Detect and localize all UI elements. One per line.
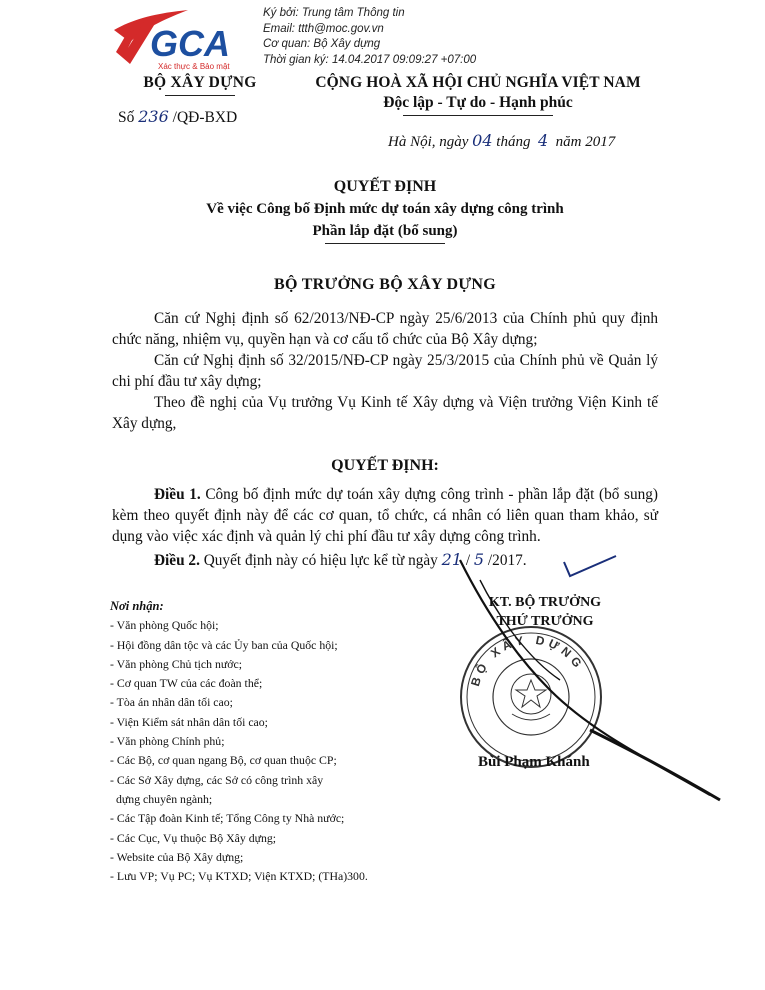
recipient-item: - Văn phòng Chủ tịch nước; [110,656,243,671]
nation-name: CỘNG HOÀ XÃ HỘI CHỦ NGHĨA VIỆT NAM [315,74,641,91]
issuing-agency-block [110,74,290,96]
recipient-item: - Các Bộ, cơ quan ngang Bộ, cơ quan thuộc CP; [110,753,337,768]
decision-heading: QUYẾT ĐỊNH: [331,457,439,474]
recipient-item: - Các Sở Xây dựng, các Sở có công trình xây [110,772,324,787]
subject-line-1: Về việc Công bố Định mức dự toán xây dựng công trình [206,201,564,217]
number-suffix: /QĐ-BXD [172,109,238,126]
title-block [120,178,650,244]
dateline [388,131,615,151]
recipient-item: - Văn phòng Chính phủ; [110,734,225,749]
article-2-year: /2017. [487,552,527,569]
recipients-heading: Nơi nhận: [110,599,164,613]
article-2-text: Quyết định này có hiệu lực kể từ ngày [203,552,438,569]
signature-email: Email: ttth@moc.gov.vn [263,22,384,35]
logo-text: GCA [150,23,230,64]
subject-underline [325,243,445,244]
date-part2: tháng [496,134,531,150]
national-motto: Độc lập - Tự do - Hạnh phúc [383,94,573,111]
logo-tagline: Xác thực & Bảo mật [158,62,230,71]
signature-signer: Ký bởi: Trung tâm Thông tin [263,7,405,19]
signature-time: Thời gian ký: 14.04.2017 09:09:27 +07:00 [263,53,477,66]
date-part3: năm 2017 [555,134,616,150]
handwritten-effective-day: 21 [441,550,462,569]
recipient-item: dựng chuyên ngành; [116,791,213,806]
date-part1: Hà Nội, ngày [388,134,469,150]
preamble-paragraph: Căn cứ Nghị định số 32/2015/NĐ-CP ngày 25/3/2015 của Chính phủ về Quản lý chi phí đầu tư xây dựng; [112,352,658,390]
subject-line-2: Phần lắp đặt (bổ sung) [312,223,458,239]
date-separator: / [465,552,471,569]
recipient-item: - Tòa án nhân dân tối cao; [110,695,233,710]
agency-underline [165,95,235,96]
signature-agency: Cơ quan: Bộ Xây dựng [263,38,381,50]
signer-title-2: THỨ TRƯỞNG [496,614,594,629]
recipient-item: - Cơ quan TW của các đoàn thể; [110,676,263,691]
recipients-list [110,597,440,886]
article-1-text: Công bố định mức dự toán xây dựng công trình - phần lắp đặt (bổ sung) kèm theo quyết định này để các cơ quan, tổ chức, cá nhân có liên quan tham khảo, sử dụng vào việc xác định và quản lý chi phí đầu tư xây dựng công trình. [112,486,658,545]
national-header [298,74,658,116]
recipient-item: - Hội đồng dân tộc và các Ủy ban của Quốc hội; [110,637,338,652]
issuing-agency: BỘ XÂY DỰNG [143,74,257,91]
handwritten-month: 4 [537,131,549,150]
vgca-logo [108,8,260,72]
preamble-paragraph: Theo đề nghị của Vụ trưởng Vụ Kinh tế Xây dựng và Viện trưởng Viện Kinh tế Xây dựng, [112,394,658,432]
recipient-item: - Website của Bộ Xây dựng; [110,849,244,864]
issuing-authority: BỘ TRƯỞNG BỘ XÂY DỰNG [273,276,496,293]
digital-signature-info [263,6,476,68]
recipient-item: - Văn phòng Quốc hội; [110,618,219,633]
document-number [118,107,237,127]
handwritten-day: 04 [472,131,493,150]
article-2-label: Điều 2. [154,552,200,569]
handwritten-signature [440,540,730,830]
recipient-item: - Lưu VP; Vụ PC; Vụ KTXD; Viện KTXD; (THa)300. [110,869,368,884]
handwritten-number: 236 [138,107,169,126]
recipient-item: - Viện Kiểm sát nhân dân tối cao; [110,714,268,729]
seal-text: BỘ XÂY DỰNG [468,632,587,688]
article-1 [112,484,658,547]
motto-underline [403,115,553,116]
handwritten-effective-month: 5 [473,550,485,569]
recipient-item: - Các Cục, Vụ thuộc Bộ Xây dựng; [110,830,277,845]
recipient-item: - Các Tập đoàn Kinh tế; Tổng Công ty Nhà nước; [110,811,345,826]
signer-name: Bùi Phạm Khánh [478,754,590,770]
signer-title-1: KT. BỘ TRƯỞNG [488,595,602,610]
document-title: QUYẾT ĐỊNH [333,178,437,195]
article-1-label: Điều 1. [154,486,201,503]
preamble-paragraph: Căn cứ Nghị định số 62/2013/NĐ-CP ngày 25/6/2013 của Chính phủ quy định chức năng, nhiệm vụ, quyền hạn và cơ cấu tổ chức của Bộ Xây dựng; [112,310,658,348]
number-prefix: Số [118,109,135,126]
